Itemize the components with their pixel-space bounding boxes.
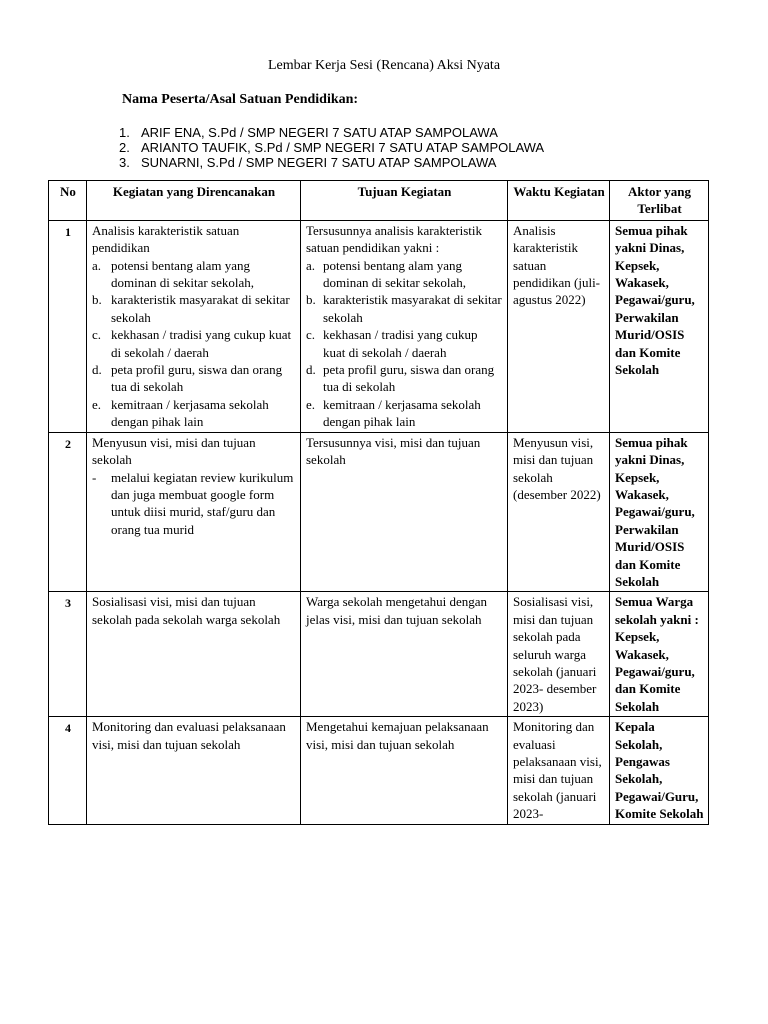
list-item: a. potensi bentang alam yang dominan di sekitar sekolah, — [92, 257, 254, 291]
tujuan-cell: Warga sekolah mengetahui dengan jelas visi, misi dan tujuan sekolah — [301, 592, 508, 717]
list-item: d. peta profil guru, siswa dan orang tua di sekolah — [306, 362, 495, 395]
participants-list — [119, 125, 544, 170]
table-row — [49, 432, 709, 592]
table-row — [49, 592, 709, 717]
aktor-cell: Semua pihak yakni Dinas, Kepsek, Wakasek, Pegawai/guru, Perwakilan Murid/OSIS dan Komite Sekolah — [610, 432, 709, 592]
participant-text: SUNARNI, S.Pd / SMP NEGERI 7 SATU ATAP SAMPOLAWA — [141, 155, 497, 170]
row-number: 3 — [49, 592, 87, 717]
tujuan-intro: Tersusunnya analisis karakteristik satuan pendidikan yakni : — [306, 222, 482, 256]
waktu-cell: Monitoring dan evaluasi pelaksanaan visi, misi dan tujuan sekolah (januari 2023- — [508, 717, 610, 824]
header-waktu: Waktu Kegiatan — [508, 181, 610, 221]
kegiatan-list — [92, 257, 296, 431]
tujuan-cell: Tersusunnya visi, misi dan tujuan sekolah — [301, 432, 508, 592]
participant-item: 1. ARIF ENA, S.Pd / SMP NEGERI 7 SATU ATAP SAMPOLAWA — [119, 125, 498, 140]
waktu-cell: Menyusun visi, misi dan tujuan sekolah (desember 2022) — [508, 432, 610, 592]
tujuan-cell: Mengetahui kemajuan pelaksanaan visi, misi dan tujuan sekolah — [301, 717, 508, 824]
list-item: b. karakteristik masyarakat di sekitar sekolah — [92, 292, 290, 325]
kegiatan-cell: Sosialisasi visi, misi dan tujuan sekolah pada sekolah warga sekolah — [87, 592, 301, 717]
participant-text: ARIANTO TAUFIK, S.Pd / SMP NEGERI 7 SATU ATAP SAMPOLAWA — [141, 140, 545, 155]
waktu-cell: Analisis karakteristik satuan pendidikan (juli-agustus 2022) — [508, 220, 610, 432]
waktu-cell: Sosialisasi visi, misi dan tujuan sekolah pada seluruh warga sekolah (januari 2023- desember 2023) — [508, 592, 610, 717]
row-number: 1 — [49, 220, 87, 432]
header-kegiatan: Kegiatan yang Direncanakan — [87, 181, 301, 221]
list-item: d. peta profil guru, siswa dan orang tua di sekolah — [92, 362, 283, 395]
row-number: 2 — [49, 432, 87, 592]
aktor-cell: Semua pihak yakni Dinas, Kepsek, Wakasek, Pegawai/guru, Perwakilan Murid/OSIS dan Komite Sekolah — [610, 220, 709, 432]
header-no: No — [49, 181, 87, 221]
kegiatan-intro: Analisis karakteristik satuan pendidikan — [92, 222, 240, 256]
list-item: e. kemitraan / kerjasama sekolah dengan pihak lain — [306, 396, 481, 430]
list-item: a. potensi bentang alam yang dominan di sekitar sekolah, — [306, 257, 466, 291]
header-tujuan: Tujuan Kegiatan — [301, 181, 508, 221]
list-item: e. kemitraan / kerjasama sekolah dengan pihak lain — [92, 396, 269, 430]
tujuan-cell — [301, 220, 508, 432]
participants-heading: Nama Peserta/Asal Satuan Pendidikan: — [122, 92, 359, 107]
list-item: b. karakteristik masyarakat di sekitar sekolah — [306, 292, 502, 325]
table-row — [49, 717, 709, 824]
header-aktor: Aktor yang Terlibat — [610, 181, 709, 221]
kegiatan-cell: Monitoring dan evaluasi pelaksanaan visi, misi dan tujuan sekolah — [87, 717, 301, 824]
list-item: c. kekhasan / tradisi yang cukup kuat di sekolah / daerah — [306, 327, 478, 360]
aktor-cell: Semua Warga sekolah yakni : Kepsek, Wakasek, Pegawai/guru, dan Komite Sekolah — [610, 592, 709, 717]
row-number: 4 — [49, 717, 87, 824]
tujuan-list — [306, 257, 503, 431]
table-row — [49, 220, 709, 432]
participant-item: 2. ARIANTO TAUFIK, S.Pd / SMP NEGERI 7 SATU ATAP SAMPOLAWA — [119, 140, 545, 155]
table-header-row — [49, 181, 709, 221]
action-plan-table — [48, 180, 709, 825]
kegiatan-cell — [87, 432, 301, 592]
kegiatan-cell — [87, 220, 301, 432]
list-item: c. kekhasan / tradisi yang cukup kuat di sekolah / daerah — [92, 327, 292, 360]
list-item: - melalui kegiatan review kurikulum dan juga membuat google form untuk diisi murid, staf/guru dan orang tua murid — [92, 469, 294, 537]
participant-item: 3. SUNARNI, S.Pd / SMP NEGERI 7 SATU ATAP SAMPOLAWA — [119, 155, 497, 170]
aktor-cell: Kepala Sekolah, Pengawas Sekolah, Pegawai/Guru, Komite Sekolah — [610, 717, 709, 824]
document-title: Lembar Kerja Sesi (Rencana) Aksi Nyata — [267, 58, 501, 73]
kegiatan-intro: Menyusun visi, misi dan tujuan sekolah — [92, 434, 256, 468]
participant-text: ARIF ENA, S.Pd / SMP NEGERI 7 SATU ATAP SAMPOLAWA — [141, 125, 498, 140]
